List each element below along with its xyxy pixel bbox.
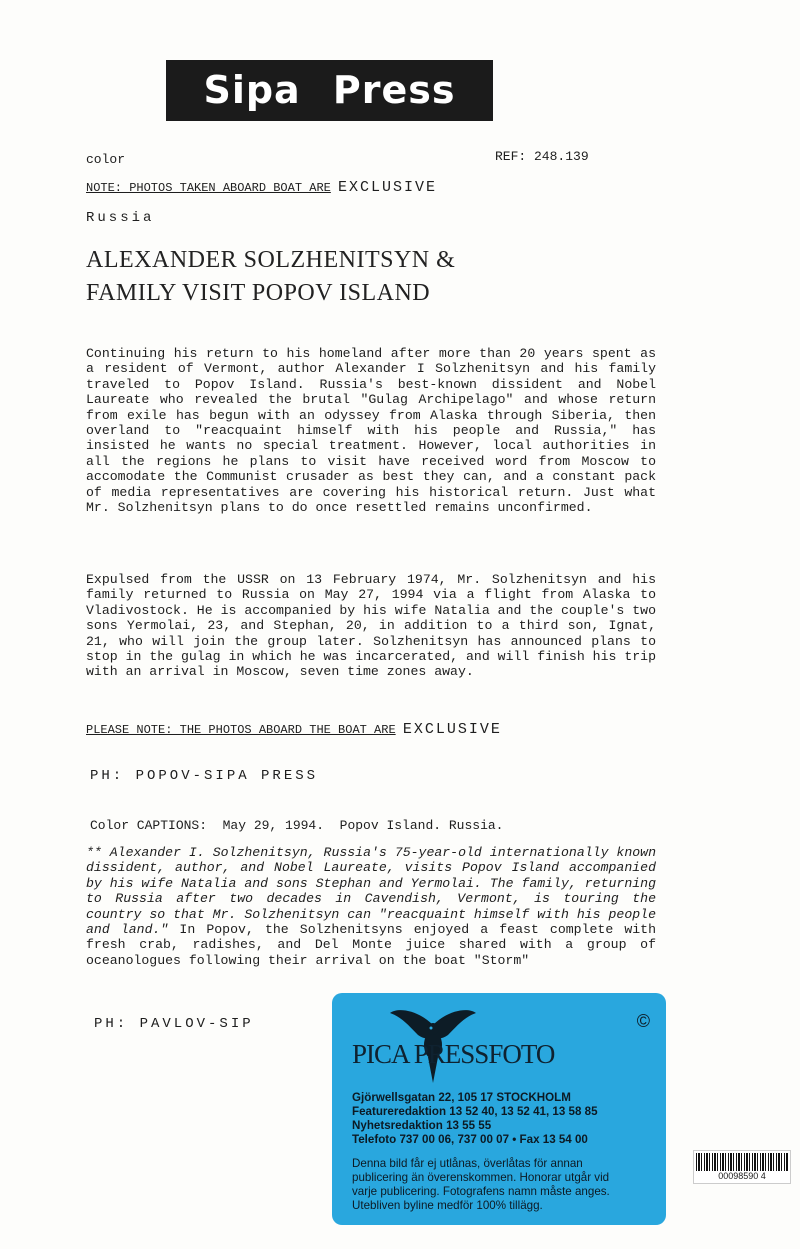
- photo-credit-1: PH: POPOV-SIPA PRESS: [90, 768, 319, 784]
- photo-credit-2: PH: PAVLOV-SIP: [94, 1016, 254, 1032]
- headline-line-2: FAMILY VISIT POPOV ISLAND: [86, 280, 431, 306]
- sipa-press-logo: Sipa Press: [166, 60, 493, 121]
- note-emphasis: EXCLUSIVE: [402, 721, 502, 738]
- stamp-address: [352, 1091, 598, 1147]
- location-label: Russia: [86, 210, 155, 226]
- fine-print-line: publicering än överenskommen. Honorar utgår vid: [352, 1171, 610, 1184]
- headline: [86, 244, 686, 310]
- address-line: Gjörwellsgatan 22, 105 17 STOCKHOLM: [352, 1091, 571, 1104]
- barcode-bars: [696, 1153, 788, 1171]
- caption-italic: ** Alexander I. Solzhenitsyn, Russia's 75-year-old internationally known dissident, author, and Nobel Laureate, visits Popov Island accompanied by his wife Natalia and sons Stephan and Yermolai. The family, returning to Russia after two decades in Cavendish, Vermont, is touring the country so that Mr. Solzhenitsyn can "reacquaint himself with his people and land.": [86, 845, 656, 938]
- fine-print-line: Utebliven byline medför 100% tillägg.: [352, 1199, 543, 1212]
- fine-print-line: varje publicering. Fotografens namn måste anges.: [352, 1185, 610, 1198]
- ref-number: REF: 248.139: [495, 149, 589, 164]
- address-line: Telefoto 737 00 06, 737 00 07 • Fax 13 54 00: [352, 1133, 588, 1146]
- copyright-symbol: ©: [636, 1011, 650, 1031]
- story-paragraph-1: Continuing his return to his homeland after more than 20 years spent as a resident of Vermont, author Alexander I Solzhenitsyn and his family traveled to Popov Island. Russia's best-known dissident and Nobel Laureate who revealed the brutal "Gulag Archipelago" and whose return from exile has begun with an odyssey from Alaska through Siberia, then overland to "reacquaint himself with his people and Russia," has insisted he wants no special treatment. However, local authorities in all the regions he plans to visit have received word from Moscow to accomodate the Communist crusader as best they can, and a constant pack of media representatives are covering his historical return. Just what Mr. Solzhenitsyn plans to do once resettled remains unconfirmed.: [86, 346, 656, 516]
- note-underlined: PLEASE NOTE: THE PHOTOS ABOARD THE BOAT ARE: [86, 723, 396, 737]
- headline-line-1: ALEXANDER SOLZHENITSYN &: [86, 247, 456, 273]
- captions-line: Color CAPTIONS: May 29, 1994. Popov Island. Russia.: [90, 818, 504, 833]
- stamp-brand: PICA PRESSFOTO: [352, 1039, 555, 1069]
- fine-print-line: Denna bild får ej utlånas, överlåtas för annan: [352, 1157, 583, 1170]
- address-line: Featureredaktion 13 52 40, 13 52 41, 13 58 85: [352, 1105, 598, 1118]
- barcode-label: [693, 1150, 791, 1184]
- pica-pressfoto-stamp: [332, 993, 666, 1225]
- story-paragraph-2: Expulsed from the USSR on 13 February 1974, Mr. Solzhenitsyn and his family returned to Russia on May 27, 1994 via a flight from Alaska to Vladivostock. He is accompanied by his wife Natalia and the couple's two sons Yermolai, 23, and Stephan, 20, in addition to a third son, Ignat, 21, who will join the group later. Solzhenitsyn has announced plans to stop in the gulag in which he was incarcerated, and will finish his trip with an arrival in Moscow, seven time zones away.: [86, 572, 656, 680]
- address-line: Nyhetsredaktion 13 55 55: [352, 1119, 492, 1132]
- caption-rest: In Popov, the Solzhenitsyns enjoyed a feast complete with fresh crab, radishes, and Del Monte juice shared with a group of oceanologues following their arrival on the boat "Storm": [86, 922, 657, 968]
- note-underlined: NOTE: PHOTOS TAKEN ABOARD BOAT ARE: [86, 181, 331, 195]
- color-label: color: [86, 152, 126, 167]
- caption-text: [86, 845, 656, 968]
- exclusive-note-top: [86, 179, 437, 196]
- exclusive-note-bottom: [86, 721, 502, 738]
- note-emphasis: EXCLUSIVE: [338, 179, 438, 196]
- stamp-fine-print: [352, 1157, 657, 1213]
- barcode-number: 00098590 4: [718, 1171, 766, 1181]
